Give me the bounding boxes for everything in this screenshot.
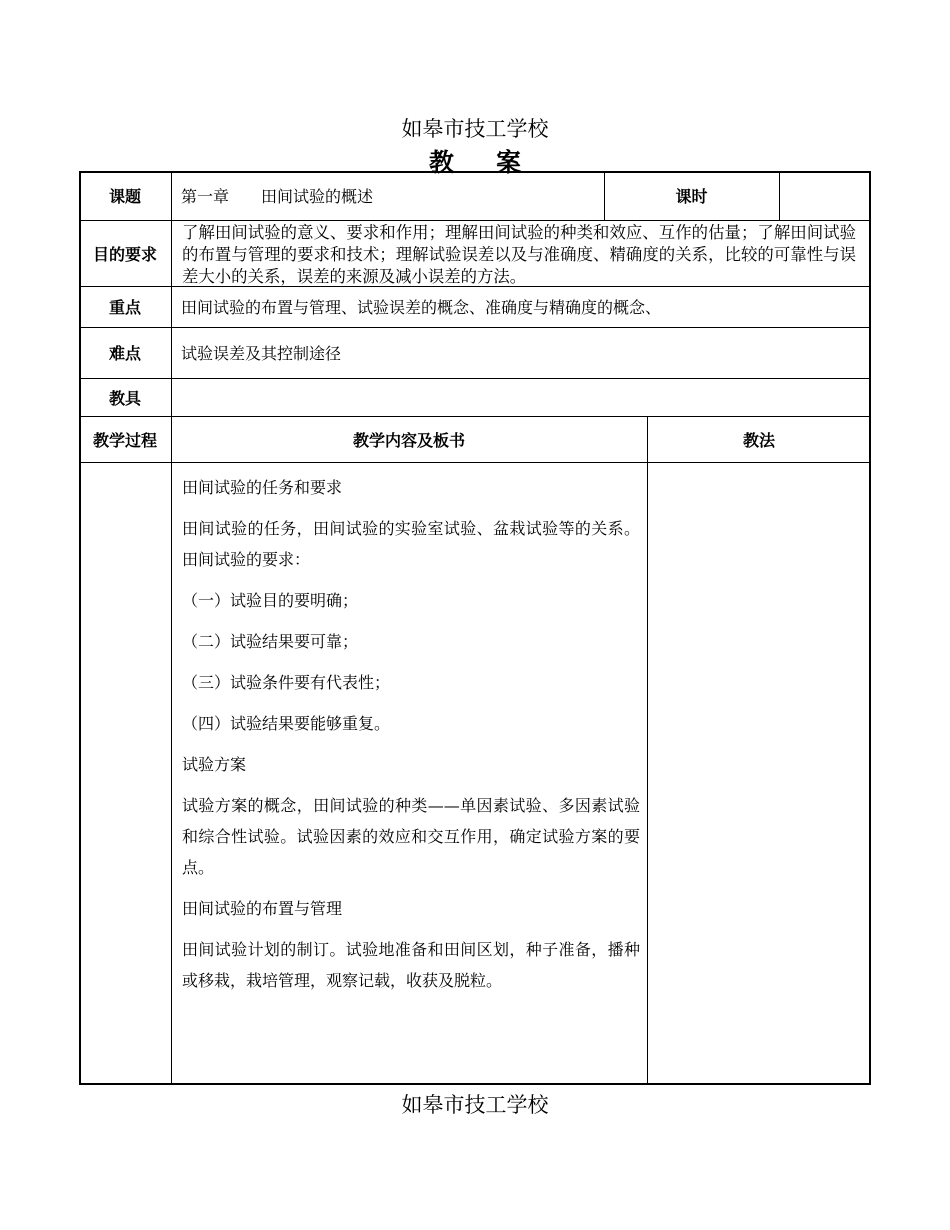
content-paragraph: （四）试验结果要能够重复。 <box>182 714 391 733</box>
process-column-header: 教学过程 <box>92 430 157 450</box>
hours-label: 课时 <box>675 187 708 206</box>
document-title: 教案 <box>428 148 563 177</box>
school-name-footer: 如皋市技工学校 <box>401 1093 549 1117</box>
difficulty-label: 难点 <box>108 344 141 363</box>
purpose-label: 目的要求 <box>92 244 157 264</box>
content-paragraph: 试验方案 <box>182 755 247 774</box>
content-paragraph: 田间试验的布置与管理 <box>182 899 343 918</box>
tools-label: 教具 <box>108 388 141 408</box>
row-divider <box>79 462 871 463</box>
column-divider <box>647 416 648 1085</box>
method-column-header: 教法 <box>742 430 775 450</box>
difficulty-value: 试验误差及其控制途径 <box>181 344 342 363</box>
content-paragraph: 试验方案的概念，田间试验的种类——单因素试验、多因素试验和综合性试验。试验因素的效应和交互作用，确定试验方案的要点。 <box>182 796 640 877</box>
teaching-content <box>182 472 640 996</box>
school-name-header: 如皋市技工学校 <box>401 117 549 141</box>
content-paragraph: 田间试验的任务，田间试验的实验室试验、盆栽试验等的关系。田间试验的要求： <box>182 519 640 569</box>
topic-value: 第一章 田间试验的概述 <box>181 187 374 206</box>
key-points-value: 田间试验的布置与管理、试验误差的概念、准确度与精确度的概念、 <box>181 298 662 317</box>
key-points-label: 重点 <box>108 298 141 317</box>
content-column-header: 教学内容及板书 <box>352 430 465 450</box>
content-paragraph: 田间试验计划的制订。试验地准备和田间区划，种子准备，播种或移栽，栽培管理，观察记载，收获及脱粒。 <box>182 940 640 990</box>
tools-value <box>171 378 871 416</box>
purpose-value: 了解田间试验的意义、要求和作用；理解田间试验的种类和效应、互作的估量；了解田间试验的布置与管理的要求和技术；理解试验误差以及与准确度、精确度的关系，比较的可靠性与误差大小的关系，误差的来源及减小误差的方法。 <box>182 223 856 286</box>
content-paragraph: 田间试验的任务和要求 <box>182 478 343 497</box>
content-paragraph: （二）试验结果要可靠； <box>182 632 359 651</box>
topic-label: 课题 <box>108 187 141 206</box>
row-divider <box>79 220 871 221</box>
hours-value <box>779 171 871 220</box>
content-paragraph: （一）试验目的要明确； <box>182 591 359 610</box>
content-paragraph: （三）试验条件要有代表性； <box>182 673 391 692</box>
